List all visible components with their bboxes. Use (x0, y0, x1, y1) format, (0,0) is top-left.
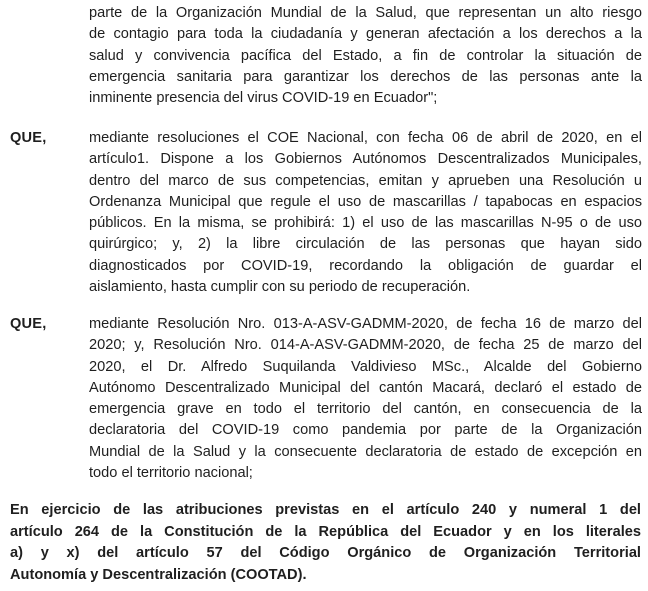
text-line: inminente presencia del virus COVID-19 en Ecuador"; (89, 90, 438, 107)
text-line: En ejercicio de las atribuciones previstas en el artículo 240 y numeral 1 del (10, 502, 641, 518)
text-line: Ordenanza Municipal que regule el uso de mascarillas / tapabocas en espacios (89, 193, 642, 210)
text-line: 2020; y, Resolución Nro. 014-A-ASV-GADMM-2020, de fecha 25 de marzo del (89, 337, 642, 354)
intro-paragraph (89, 3, 642, 109)
text-line: Autonomía y Descentralización (COOTAD). (10, 566, 307, 583)
text-line: salud y convivencia pacífica del Estado, a fin de controlar la situación de (89, 47, 642, 64)
text-line: aislamiento, hasta cumplir con su periodo de recuperación. (89, 279, 471, 296)
text-line: de contagio para toda la ciudadanía y generan afectación a los derechos a la (89, 26, 642, 43)
clause-paragraph (89, 314, 642, 484)
clause-paragraph (89, 128, 642, 298)
text-line: parte de la Organización Mundial de la Salud, que representan un alto riesgo (89, 5, 642, 21)
text-line: Autónomo Descentralizado Municipal del cantón Macará, declaró el estado de (89, 379, 642, 396)
text-line: emergencia grave en todo el territorio del cantón, en consecuencia de la (89, 401, 642, 418)
text-line: emergencia sanitaria para garantizar los derechos de las personas ante la (89, 68, 642, 85)
text-line: diagnosticados por COVID-19, recordando la obligación de guardar el (89, 257, 642, 274)
text-line: declaratoria del COVID-19 como pandemia por parte de la Organización (89, 422, 642, 439)
clause-label: QUE, (10, 316, 47, 332)
text-line: Mundial de la Salud y la consecuente declaratoria de estado de excepción en (89, 443, 642, 460)
text-line: artículo1. Dispone a los Gobiernos Autónomos Descentralizados Municipales, (89, 151, 642, 168)
text-line: mediante Resolución Nro. 013-A-ASV-GADMM-2020, de fecha 16 de marzo del (89, 316, 642, 332)
text-line: artículo 264 de la Constitución de la República del Ecuador y en los literales (10, 523, 641, 540)
text-line: dentro del marco de sus competencias, emitan y aprueben una Resolución u (89, 172, 642, 189)
clause-label: QUE, (10, 130, 47, 146)
text-line: públicos. En la misma, se prohibirá: 1) el uso de las mascarillas N-95 o de uso (89, 215, 642, 232)
text-line: mediante resoluciones el COE Nacional, con fecha 06 de abril de 2020, en el (89, 130, 642, 146)
text-line: 2020, el Dr. Alfredo Suquilanda Valdivieso MSc., Alcalde del Gobierno (89, 358, 642, 375)
text-line: a) y x) del artículo 57 del Código Orgánico de Organización Territorial (10, 545, 641, 562)
text-line: todo el territorio nacional; (89, 465, 253, 482)
closing-paragraph (10, 500, 641, 586)
text-line: quirúrgico; y, 2) la libre circulación de las personas que hayan sido (89, 236, 642, 253)
